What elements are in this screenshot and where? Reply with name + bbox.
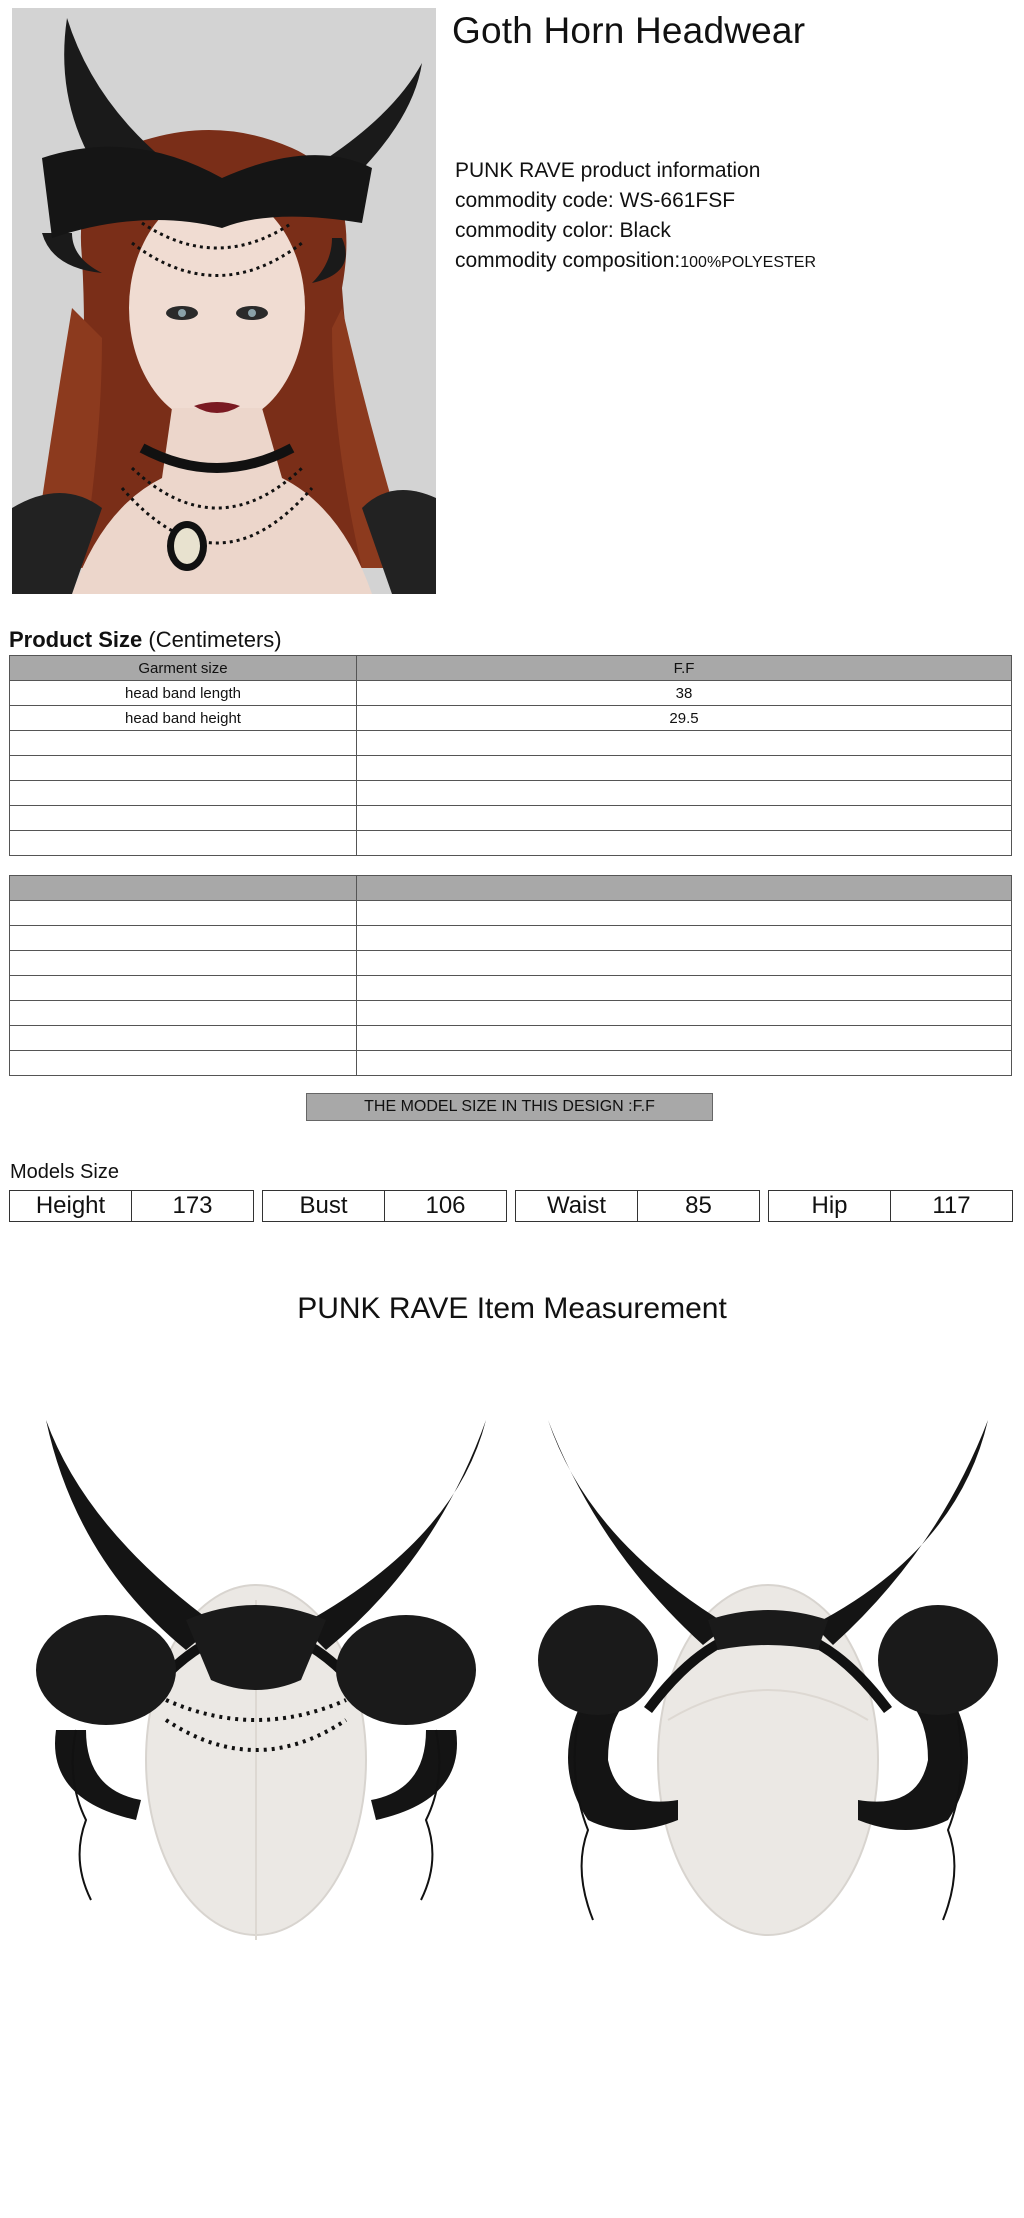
table-row [10,926,1012,951]
table-row [10,976,1012,1001]
table-cell [357,976,1012,1001]
table-cell [357,831,1012,856]
table-header-cell: Garment size [10,656,357,681]
model-size-note: THE MODEL SIZE IN THIS DESIGN :F.F [306,1093,713,1121]
table-cell [357,781,1012,806]
table-cell: 38 [357,681,1012,706]
table-cell [357,926,1012,951]
table-row [10,831,1012,856]
info-heading: PUNK RAVE product information [455,159,761,182]
table-cell [10,1051,357,1076]
model-photo [12,8,436,594]
table-row [10,1026,1012,1051]
product-info [455,156,816,278]
table-header-cell [357,876,1012,901]
table-cell [10,806,357,831]
model-bust-value: 106 [425,1192,466,1219]
table-row [10,901,1012,926]
size-table [9,655,1012,856]
table-header-row [10,876,1012,901]
table-header-cell [10,876,357,901]
table-cell [10,1001,357,1026]
table-cell [10,976,357,1001]
table-cell [357,756,1012,781]
product-size-heading: Product Size (Centimeters) [9,627,282,652]
commodity-color: commodity color: Black [455,219,671,242]
product-back-image [528,1400,1008,2000]
table-row [10,756,1012,781]
table-cell [10,926,357,951]
model-height [9,1190,254,1222]
table-cell [357,806,1012,831]
table-cell [357,1001,1012,1026]
table-row [10,706,1012,731]
model-height-label: Height [10,1191,132,1221]
table-cell [357,951,1012,976]
table-cell [357,1026,1012,1051]
model-hip-value: 117 [932,1192,971,1219]
table-cell: head band length [10,681,357,706]
commodity-code: commodity code: WS-661FSF [455,189,736,212]
product-front-image [16,1400,496,2000]
table-cell [10,731,357,756]
table-header-row [10,656,1012,681]
table-cell: head band height [10,706,357,731]
model-waist-value: 85 [685,1192,712,1219]
secondary-size-table [9,875,1012,1076]
table-row [10,1001,1012,1026]
table-cell [357,1051,1012,1076]
product-title: Goth Horn Headwear [452,10,806,51]
table-cell [357,901,1012,926]
table-cell [10,951,357,976]
model-waist [515,1190,760,1222]
table-row [10,681,1012,706]
model-hip [768,1190,1013,1222]
table-row [10,731,1012,756]
table-cell [10,756,357,781]
table-row [10,951,1012,976]
model-bust-label: Bust [263,1191,385,1221]
commodity-composition: commodity composition:100%POLYESTER [455,249,817,272]
models-size-heading: Models Size [10,1161,119,1183]
model-bust [262,1190,507,1222]
table-row [10,1051,1012,1076]
measurement-title: PUNK RAVE Item Measurement [297,1292,727,1325]
model-waist-label: Waist [516,1191,638,1221]
table-cell [10,901,357,926]
model-height-value: 173 [172,1192,213,1219]
table-header-cell: F.F [357,656,1012,681]
table-cell: 29.5 [357,706,1012,731]
models-size-row [9,1190,1013,1222]
table-cell [10,831,357,856]
table-row [10,781,1012,806]
table-cell [10,781,357,806]
table-cell [357,731,1012,756]
model-hip-label: Hip [769,1191,891,1221]
table-row [10,806,1012,831]
table-cell [10,1026,357,1051]
